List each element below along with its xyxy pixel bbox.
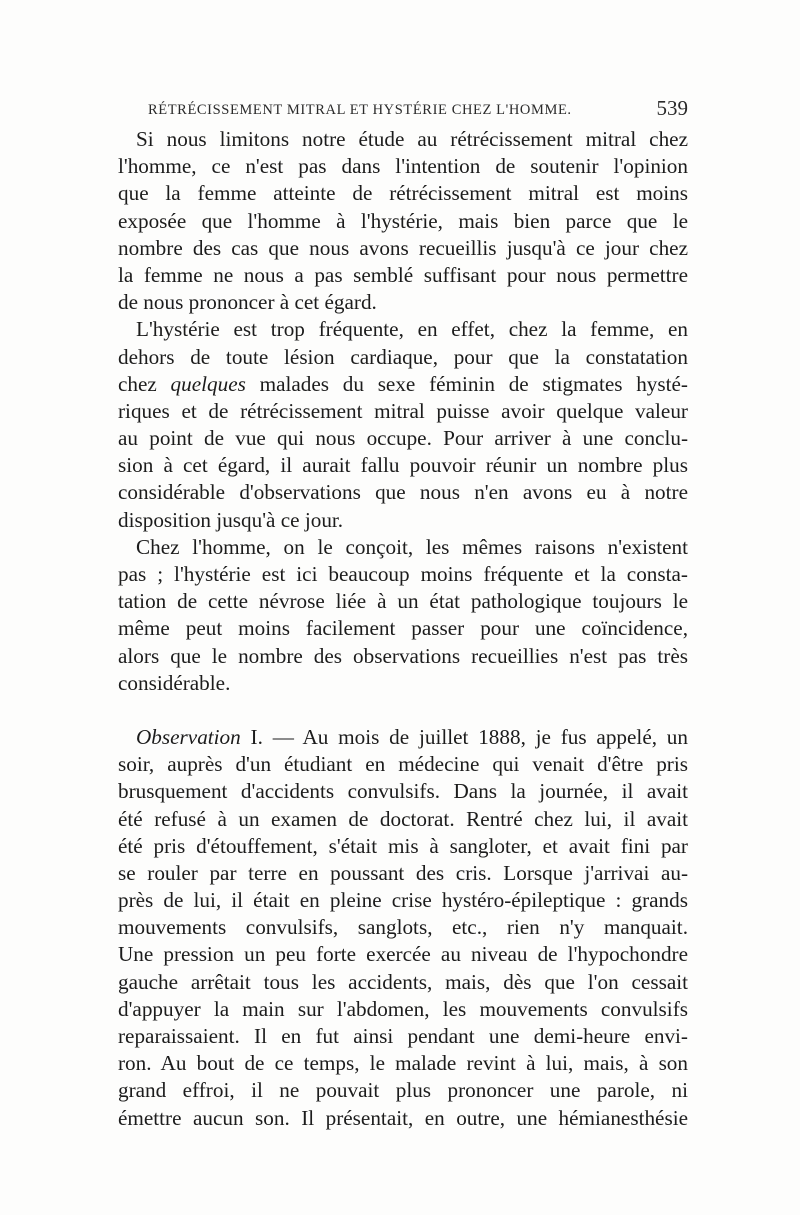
paragraph-3 <box>118 534 688 697</box>
observation-label: Observation <box>136 724 241 749</box>
text-line: disposition jusqu'à ce jour. <box>118 507 344 532</box>
text-line: de nous prononcer à cet égard. <box>118 290 377 315</box>
text-line: gauche arrêtait tous les accidents, mais, dès que l'on cessait <box>118 969 688 994</box>
page-number: 539 <box>656 96 688 120</box>
observation-1 <box>118 724 688 1132</box>
text-line: riques et de rétrécissement mitral puisse avoir quelque valeur <box>118 398 688 423</box>
text-line: nombre des cas que nous avons recueillis jusqu'à ce jour chez <box>118 235 688 260</box>
text-line: été refusé à un examen de doctorat. Rentré chez lui, il avait <box>118 806 688 831</box>
paragraph-2 <box>118 316 688 534</box>
text-line: brusquement d'accidents convulsifs. Dans la journée, il avait <box>118 779 688 804</box>
paragraph-spacer <box>118 697 688 724</box>
paragraph-1 <box>118 126 688 316</box>
text-line-with-italic <box>118 371 688 398</box>
text-line: considérable d'observations que nous n'en avons eu à notre <box>118 480 688 505</box>
italic-word: quelques <box>170 371 246 396</box>
running-title: RÉTRÉCISSEMENT MITRAL ET HYSTÉRIE CHEZ L'HOMME. <box>148 102 572 118</box>
text-line: mouvements convulsifs, sanglots, etc., rien n'y manquait. <box>118 915 688 940</box>
text-line: d'appuyer la main sur l'abdomen, les mouvements convulsifs <box>118 996 688 1021</box>
text-line: que la femme atteinte de rétrécissement mitral est moins <box>118 181 688 206</box>
text-line: exposée que l'homme à l'hystérie, mais bien parce que le <box>118 208 688 233</box>
body-text <box>118 126 688 1132</box>
text-line: émettre aucun son. Il présentait, en outre, une hémianesthésie <box>118 1105 688 1130</box>
text-line: la femme ne nous a pas semblé suffisant pour nous permettre <box>118 262 688 287</box>
observation-heading-line <box>118 724 688 751</box>
text-line: alors que le nombre des observations recueillies n'est pas très <box>118 643 688 668</box>
text-line: dehors de toute lésion cardiaque, pour que la constatation <box>118 344 688 369</box>
text-line: Si nous limitons notre étude au rétrécissement mitral chez <box>136 127 688 151</box>
text-line: pas ; l'hystérie est ici beaucoup moins fréquente et la consta- <box>118 562 688 586</box>
text-line: Chez l'homme, on le conçoit, les mêmes raisons n'existent <box>136 534 688 559</box>
text-line: même peut moins facilement passer pour une coïncidence, <box>118 616 688 641</box>
text-line: l'homme, ce n'est pas dans l'intention de soutenir l'opinion <box>118 154 688 179</box>
text-line: L'hystérie est trop fréquente, en effet, chez la femme, en <box>136 317 688 342</box>
text-line: été pris d'étouffement, s'était mis à sangloter, et avait fini par <box>118 833 688 858</box>
text-line: au point de vue qui nous occupe. Pour arriver à une conclu- <box>118 426 688 451</box>
text-line: près de lui, il était en pleine crise hystéro-épileptique : grands <box>118 888 688 913</box>
text-segment: I. — Au mois de juillet 1888, je fus appelé, un <box>240 724 688 749</box>
text-line: Une pression un peu forte exercée au niveau de l'hypochondre <box>118 942 688 967</box>
running-header <box>118 96 688 122</box>
text-line: ron. Au bout de ce temps, le malade revint à lui, mais, à son <box>118 1051 688 1076</box>
text-line: grand effroi, il ne pouvait plus prononcer une parole, ni <box>118 1078 688 1103</box>
text-line: sion à cet égard, il aurait fallu pouvoir réunir un nombre plus <box>118 453 688 478</box>
text-line: soir, auprès d'un étudiant en médecine qui venait d'être pris <box>118 752 688 777</box>
text-line: considérable. <box>118 670 231 695</box>
text-segment: malades du sexe féminin de stigmates hysté- <box>245 371 688 396</box>
text-line: reparaissaient. Il en fut ainsi pendant une demi-heure envi- <box>118 1024 688 1048</box>
text-segment: chez <box>118 371 171 396</box>
text-line: se rouler par terre en poussant des cris. Lorsque j'arrivai au- <box>118 860 688 885</box>
text-line: tation de cette névrose liée à un état pathologique toujours le <box>118 589 688 614</box>
